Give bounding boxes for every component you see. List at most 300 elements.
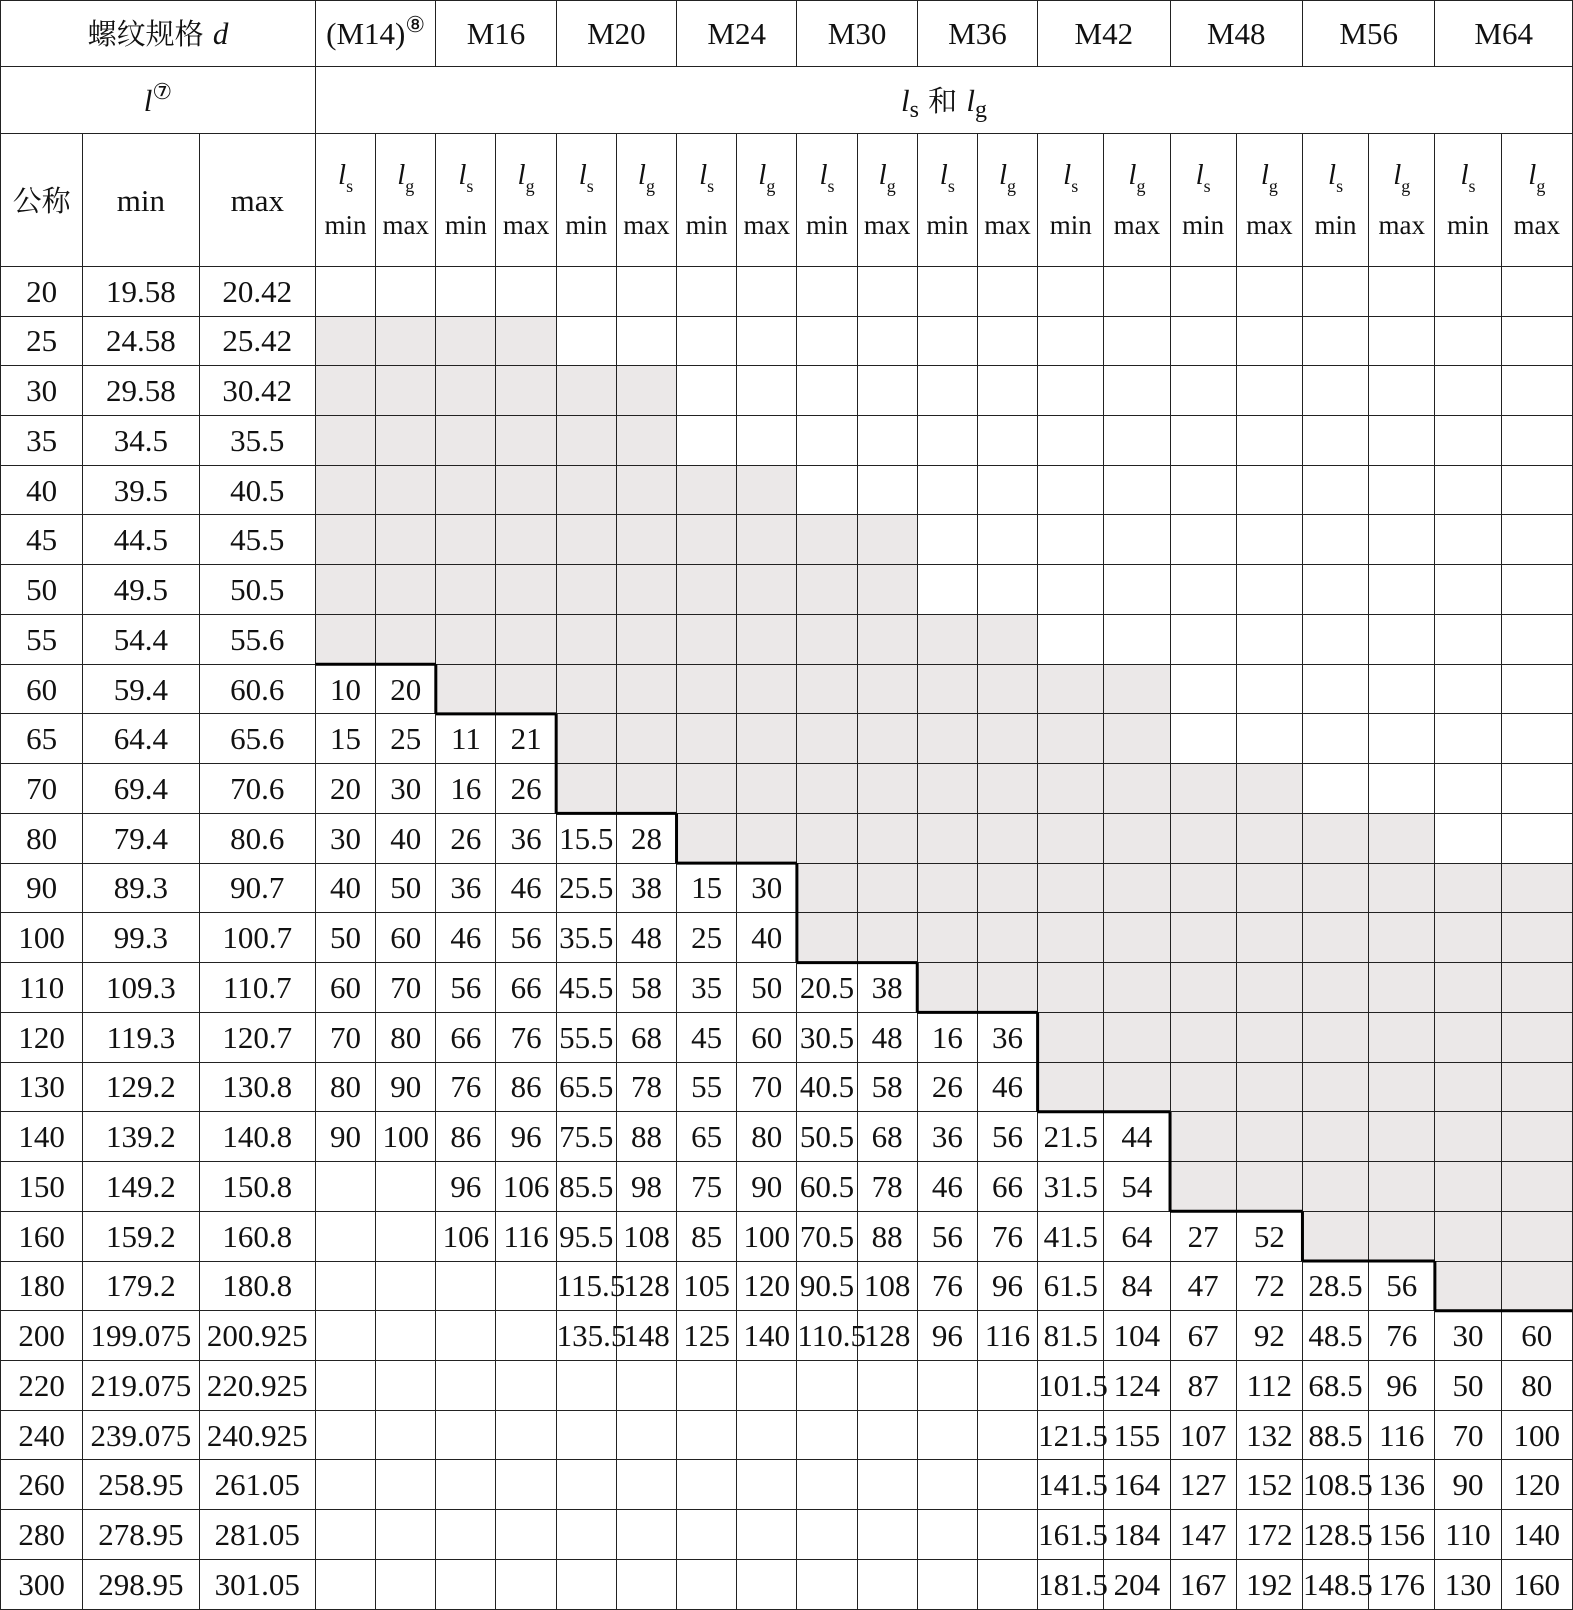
lg-cell: 164 <box>1104 1460 1170 1510</box>
ls-cell <box>436 1510 496 1560</box>
ls-symbol: $l_s$ <box>699 159 715 197</box>
ls-symbol: $l_s$ <box>1195 159 1211 197</box>
lg-cell <box>857 1410 917 1460</box>
header-row-size <box>1 1 1573 67</box>
ls-cell <box>1435 565 1501 615</box>
lg-cell <box>977 316 1037 366</box>
ls-cell <box>1170 515 1236 565</box>
lg-cell <box>496 614 556 664</box>
ls-cell <box>1038 764 1104 814</box>
lg-cell: 30 <box>376 764 436 814</box>
lg-cell: 140 <box>1501 1510 1572 1560</box>
ls-cell: 161.5 <box>1038 1510 1104 1560</box>
ls-cell <box>1170 1012 1236 1062</box>
lg-cell <box>1501 515 1572 565</box>
size-header-2: M20 <box>556 1 676 67</box>
lg-cell: 116 <box>1369 1410 1435 1460</box>
lg-cell <box>977 863 1037 913</box>
lg-max-header <box>857 134 917 266</box>
lg-cell <box>977 764 1037 814</box>
ls-cell: 67 <box>1170 1311 1236 1361</box>
ls-cell <box>1170 813 1236 863</box>
ls-cell <box>315 1162 375 1212</box>
ls-cell <box>1170 465 1236 515</box>
ls-cell <box>797 1460 857 1510</box>
ls-sub: s <box>909 96 919 123</box>
lg-cell <box>857 764 917 814</box>
lg-cell: 30 <box>737 863 797 913</box>
ls-cell: 48.5 <box>1302 1311 1368 1361</box>
lg-symbol: $l_g$ <box>1528 159 1546 197</box>
nominal-cell: 20 <box>1 266 83 316</box>
ls-cell <box>797 465 857 515</box>
ls-cell <box>436 1311 496 1361</box>
nominal-cell: 180 <box>1 1261 83 1311</box>
lg-symbol: $l_g$ <box>758 159 776 197</box>
lg-cell <box>1369 366 1435 416</box>
ls-cell: 121.5 <box>1038 1410 1104 1460</box>
lg-cell <box>737 366 797 416</box>
lg-cell: 100 <box>737 1211 797 1261</box>
ls-cell <box>797 764 857 814</box>
lg-symbol: $l_g$ <box>878 159 896 197</box>
lg-symbol: $l_g$ <box>998 159 1017 197</box>
ls-cell <box>1302 1012 1368 1062</box>
lg-cell <box>737 1410 797 1460</box>
lg-cell <box>1369 863 1435 913</box>
size-header-4: M30 <box>797 1 917 67</box>
header-row-minmax <box>1 134 1573 266</box>
lg-cell <box>977 1510 1037 1560</box>
lg-cell: 80 <box>1501 1360 1572 1410</box>
lg-cell <box>1369 813 1435 863</box>
ls-cell: 66 <box>436 1012 496 1062</box>
lg-symbol: $l_g$ <box>1393 159 1411 197</box>
ls-cell <box>1435 366 1501 416</box>
lg-cell: 56 <box>1369 1261 1435 1311</box>
lg-cell: 116 <box>496 1211 556 1261</box>
ls-cell: 148.5 <box>1302 1559 1368 1609</box>
ls-cell: 75.5 <box>556 1112 616 1162</box>
lg-cell: 60 <box>376 913 436 963</box>
lg-cell <box>616 764 676 814</box>
ls-cell <box>1038 515 1104 565</box>
ls-cell <box>436 465 496 515</box>
max-cell: 261.05 <box>199 1460 315 1510</box>
ls-cell <box>436 316 496 366</box>
table-row <box>1 416 1573 466</box>
lg-cell <box>857 714 917 764</box>
lg-cell <box>1369 565 1435 615</box>
ls-cell <box>556 1460 616 1510</box>
ls-cell <box>1170 714 1236 764</box>
ls-cell: 88.5 <box>1302 1410 1368 1460</box>
ls-cell <box>556 1410 616 1460</box>
ls-cell <box>1302 1162 1368 1212</box>
table-row <box>1 1311 1573 1361</box>
ls-cell <box>315 266 375 316</box>
lg-sub: g <box>974 96 987 123</box>
min-cell: 278.95 <box>83 1510 199 1560</box>
table-row <box>1 1410 1573 1460</box>
lg-cell <box>376 1311 436 1361</box>
ls-cell: 90 <box>315 1112 375 1162</box>
ls-cell: 56 <box>917 1211 977 1261</box>
min-text: min <box>324 210 367 241</box>
lg-cell <box>857 465 917 515</box>
ls-cell <box>797 266 857 316</box>
lg-cell <box>376 1360 436 1410</box>
nominal-cell: 25 <box>1 316 83 366</box>
ls-cell: 56 <box>436 963 496 1013</box>
max-label: max <box>199 134 315 266</box>
max-cell: 20.42 <box>199 266 315 316</box>
max-text: max <box>863 210 911 241</box>
ls-cell <box>1302 863 1368 913</box>
ls-cell <box>1302 963 1368 1013</box>
ls-cell <box>917 366 977 416</box>
lg-cell: 172 <box>1236 1510 1302 1560</box>
lg-cell <box>737 1510 797 1560</box>
ls-cell <box>1435 515 1501 565</box>
ls-cell <box>436 565 496 615</box>
ls-cell <box>436 515 496 565</box>
lg-cell <box>737 316 797 366</box>
ls-cell <box>917 515 977 565</box>
lg-cell <box>1369 416 1435 466</box>
ls-cell: 30.5 <box>797 1012 857 1062</box>
ls-cell <box>315 1510 375 1560</box>
ls-cell <box>1038 316 1104 366</box>
lg-cell: 76 <box>1369 1311 1435 1361</box>
lg-cell: 50 <box>376 863 436 913</box>
size-header-1: M16 <box>436 1 556 67</box>
ls-cell <box>1435 266 1501 316</box>
table-row <box>1 614 1573 664</box>
table-row <box>1 565 1573 615</box>
lg-cell <box>616 266 676 316</box>
ls-cell <box>556 1510 616 1560</box>
lg-cell <box>1104 813 1170 863</box>
lg-max-header <box>1501 134 1572 266</box>
ls-cell: 135.5 <box>556 1311 616 1361</box>
ls-cell <box>1170 1112 1236 1162</box>
ls-cell <box>917 913 977 963</box>
ls-cell: 90.5 <box>797 1261 857 1311</box>
ls-cell <box>1302 1112 1368 1162</box>
table-row <box>1 1261 1573 1311</box>
ls-cell <box>917 714 977 764</box>
lg-cell <box>1501 813 1572 863</box>
footnote-mark: ⑧ <box>405 12 426 38</box>
lg-cell <box>977 963 1037 1013</box>
lg-cell <box>496 565 556 615</box>
lg-cell <box>616 1410 676 1460</box>
ls-cell: 85 <box>677 1211 737 1261</box>
table-row <box>1 1360 1573 1410</box>
ls-cell: 11 <box>436 714 496 764</box>
table-row <box>1 1559 1573 1609</box>
max-cell: 301.05 <box>199 1559 315 1609</box>
ls-cell <box>1302 366 1368 416</box>
lg-cell <box>977 515 1037 565</box>
lg-cell <box>1236 664 1302 714</box>
lg-cell: 70 <box>737 1062 797 1112</box>
lg-cell <box>496 366 556 416</box>
min-cell: 159.2 <box>83 1211 199 1261</box>
ls-cell <box>556 664 616 714</box>
lg-cell <box>1236 813 1302 863</box>
l-label <box>1 67 316 134</box>
min-cell: 119.3 <box>83 1012 199 1062</box>
nominal-cell: 150 <box>1 1162 83 1212</box>
ls-cell <box>1302 813 1368 863</box>
lg-cell <box>1104 764 1170 814</box>
lg-cell: 128 <box>616 1261 676 1311</box>
lg-cell <box>376 1211 436 1261</box>
ls-cell <box>1038 465 1104 515</box>
ls-cell <box>1170 764 1236 814</box>
ls-cell <box>1435 1012 1501 1062</box>
ls-cell <box>797 1510 857 1560</box>
ls-cell <box>1038 366 1104 416</box>
table-row <box>1 1012 1573 1062</box>
ls-cell <box>917 1559 977 1609</box>
min-cell: 39.5 <box>83 465 199 515</box>
ls-cell: 167 <box>1170 1559 1236 1609</box>
ls-cell: 60.5 <box>797 1162 857 1212</box>
table-row <box>1 863 1573 913</box>
max-cell: 90.7 <box>199 863 315 913</box>
lg-cell: 148 <box>616 1311 676 1361</box>
lg-cell <box>1104 963 1170 1013</box>
lg-cell <box>376 1162 436 1212</box>
ls-symbol: $l_s$ <box>1328 159 1344 197</box>
ls-cell: 76 <box>917 1261 977 1311</box>
lg-cell <box>1501 465 1572 515</box>
lg-cell: 46 <box>496 863 556 913</box>
ls-cell <box>1302 913 1368 963</box>
thread-spec-text: 螺纹规格 <box>87 17 213 52</box>
lg-cell <box>737 1460 797 1510</box>
min-text: min <box>685 210 728 241</box>
lg-cell <box>376 1410 436 1460</box>
lg-cell: 100 <box>1501 1410 1572 1460</box>
max-cell: 25.42 <box>199 316 315 366</box>
nominal-cell: 80 <box>1 813 83 863</box>
max-text: max <box>382 210 429 241</box>
lg-cell <box>496 1360 556 1410</box>
lg-cell <box>496 664 556 714</box>
min-cell: 59.4 <box>83 664 199 714</box>
lg-cell: 192 <box>1236 1559 1302 1609</box>
lg-cell <box>1104 714 1170 764</box>
ls-cell: 75 <box>677 1162 737 1212</box>
nominal-cell: 40 <box>1 465 83 515</box>
lg-cell: 86 <box>496 1062 556 1112</box>
ls-cell <box>1302 1062 1368 1112</box>
lg-cell <box>1236 863 1302 913</box>
lg-cell <box>496 1261 556 1311</box>
ls-cell <box>315 1360 375 1410</box>
max-cell: 50.5 <box>199 565 315 615</box>
lg-cell: 44 <box>1104 1112 1170 1162</box>
ls-cell: 96 <box>436 1162 496 1212</box>
ls-cell <box>797 813 857 863</box>
ls-cell <box>677 764 737 814</box>
lg-cell <box>1369 714 1435 764</box>
max-cell: 140.8 <box>199 1112 315 1162</box>
ls-cell: 110 <box>1435 1510 1501 1560</box>
lg-cell <box>1501 1261 1572 1311</box>
ls-symbol: $l_s$ <box>578 159 594 197</box>
lg-cell <box>616 1460 676 1510</box>
lg-cell <box>977 266 1037 316</box>
ls-cell <box>1170 316 1236 366</box>
ls-cell <box>797 565 857 615</box>
lg-cell <box>1501 714 1572 764</box>
min-cell: 179.2 <box>83 1261 199 1311</box>
lg-cell <box>496 266 556 316</box>
lg-cell <box>1501 316 1572 366</box>
ls-cell <box>797 863 857 913</box>
lg-cell <box>616 1360 676 1410</box>
ls-cell <box>556 465 616 515</box>
lg-cell <box>1104 416 1170 466</box>
ls-cell <box>797 515 857 565</box>
lg-cell: 96 <box>977 1261 1037 1311</box>
min-text: min <box>565 210 608 241</box>
footnote-mark: ⑦ <box>152 78 173 104</box>
lg-symbol: l <box>966 82 975 118</box>
ls-cell <box>1302 614 1368 664</box>
lg-cell: 184 <box>1104 1510 1170 1560</box>
ls-cell <box>797 1360 857 1410</box>
nominal-cell: 200 <box>1 1311 83 1361</box>
ls-cell: 70 <box>1435 1410 1501 1460</box>
table-row <box>1 1510 1573 1560</box>
table-row <box>1 1460 1573 1510</box>
lg-cell <box>1236 963 1302 1013</box>
ls-cell: 27 <box>1170 1211 1236 1261</box>
lg-cell <box>376 416 436 466</box>
lg-cell <box>1369 1112 1435 1162</box>
ls-cell <box>1302 1211 1368 1261</box>
ls-cell <box>1038 714 1104 764</box>
min-cell: 49.5 <box>83 565 199 615</box>
lg-cell: 124 <box>1104 1360 1170 1410</box>
lg-cell <box>857 416 917 466</box>
ls-cell <box>677 1460 737 1510</box>
lg-cell <box>1104 863 1170 913</box>
ls-cell <box>797 1410 857 1460</box>
min-cell: 239.075 <box>83 1410 199 1460</box>
ls-cell <box>677 366 737 416</box>
ls-cell <box>677 1510 737 1560</box>
lg-cell: 26 <box>496 764 556 814</box>
lg-cell: 80 <box>376 1012 436 1062</box>
lg-cell <box>496 1510 556 1560</box>
lg-cell: 40 <box>737 913 797 963</box>
size-header-8: M56 <box>1302 1 1434 67</box>
ls-cell <box>917 565 977 615</box>
nominal-cell: 30 <box>1 366 83 416</box>
ls-cell <box>1302 764 1368 814</box>
lg-cell <box>376 1510 436 1560</box>
ls-cell <box>1435 714 1501 764</box>
ls-symbol: $l_s$ <box>338 159 354 197</box>
lg-cell <box>977 614 1037 664</box>
ls-cell: 25.5 <box>556 863 616 913</box>
lg-cell <box>616 416 676 466</box>
lg-cell <box>1501 366 1572 416</box>
min-cell: 89.3 <box>83 863 199 913</box>
lg-cell <box>857 664 917 714</box>
lg-cell <box>1236 515 1302 565</box>
lg-cell <box>857 366 917 416</box>
ls-cell <box>1038 614 1104 664</box>
lg-cell <box>1369 664 1435 714</box>
max-cell: 70.6 <box>199 764 315 814</box>
lg-cell: 96 <box>496 1112 556 1162</box>
table-row <box>1 1112 1573 1162</box>
nominal-cell: 280 <box>1 1510 83 1560</box>
lg-cell: 104 <box>1104 1311 1170 1361</box>
max-cell: 60.6 <box>199 664 315 714</box>
ls-cell <box>677 1559 737 1609</box>
lg-cell <box>376 565 436 615</box>
nominal-cell: 220 <box>1 1360 83 1410</box>
ls-cell <box>1435 1211 1501 1261</box>
lg-cell <box>857 316 917 366</box>
lg-cell <box>857 266 917 316</box>
ls-cell: 80 <box>315 1062 375 1112</box>
ls-cell: 30 <box>1435 1311 1501 1361</box>
ls-cell <box>917 316 977 366</box>
lg-cell: 92 <box>1236 1311 1302 1361</box>
ls-min-header <box>1038 134 1104 266</box>
ls-lg-label <box>315 67 1572 134</box>
ls-cell <box>677 416 737 466</box>
min-text: min <box>1049 210 1092 241</box>
lg-cell <box>1501 1062 1572 1112</box>
ls-cell <box>797 1559 857 1609</box>
max-cell: 120.7 <box>199 1012 315 1062</box>
lg-symbol: $l_g$ <box>1260 159 1278 197</box>
lg-cell: 84 <box>1104 1261 1170 1311</box>
lg-cell <box>496 515 556 565</box>
min-cell: 24.58 <box>83 316 199 366</box>
lg-max-header <box>1104 134 1170 266</box>
ls-cell <box>436 1360 496 1410</box>
lg-cell <box>1104 515 1170 565</box>
max-cell: 160.8 <box>199 1211 315 1261</box>
ls-cell <box>436 1261 496 1311</box>
nominal-cell: 120 <box>1 1012 83 1062</box>
ls-cell <box>1302 515 1368 565</box>
ls-cell: 130 <box>1435 1559 1501 1609</box>
lg-cell <box>616 515 676 565</box>
ls-cell <box>1302 664 1368 714</box>
size-header-9: M64 <box>1435 1 1573 67</box>
ls-cell: 46 <box>917 1162 977 1212</box>
min-cell: 149.2 <box>83 1162 199 1212</box>
lg-cell <box>857 913 917 963</box>
lg-cell <box>1104 465 1170 515</box>
lg-cell: 155 <box>1104 1410 1170 1460</box>
ls-cell: 90 <box>1435 1460 1501 1510</box>
lg-cell <box>977 416 1037 466</box>
